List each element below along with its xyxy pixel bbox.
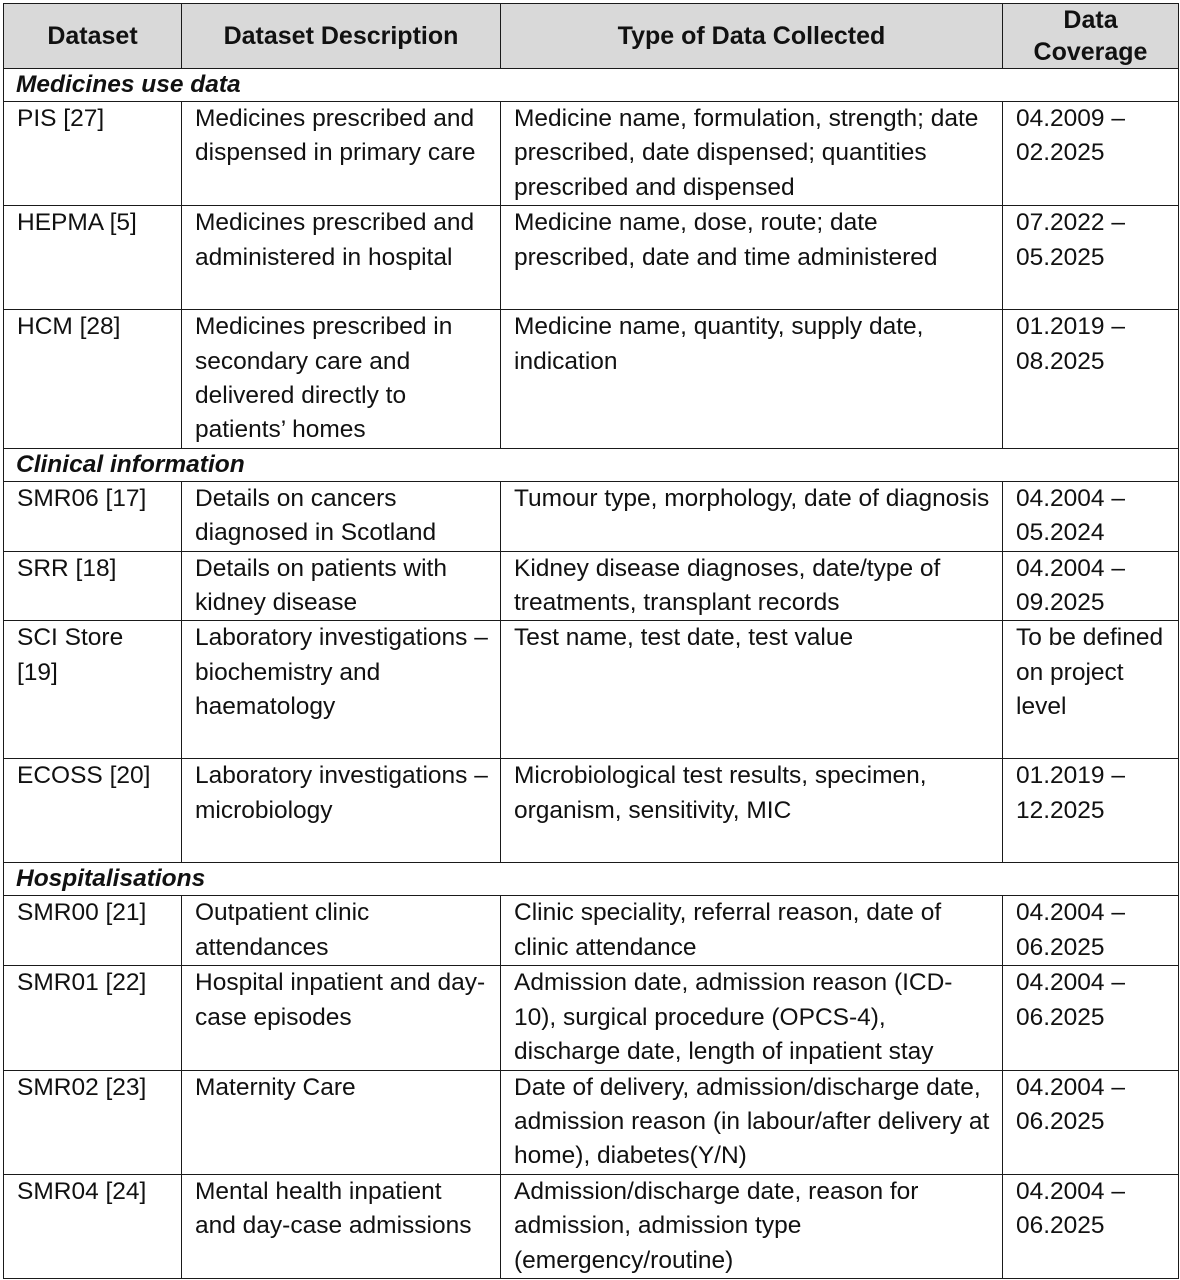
coverage-cell: 04.2004 – 06.2025 [1003, 1070, 1179, 1174]
dataset-cell: ECOSS [20] [4, 759, 182, 863]
data-type-cell: Medicine name, dose, route; date prescribed, date and time administered [501, 206, 1003, 310]
data-type-cell: Test name, test date, test value [501, 621, 1003, 759]
header-type-of-data: Type of Data Collected [501, 4, 1003, 69]
description-cell: Laboratory investigations – biochemistry and haematology [182, 621, 501, 759]
dataset-cell: SRR [18] [4, 551, 182, 621]
dataset-cell: SMR06 [17] [4, 481, 182, 551]
coverage-cell: 04.2004 – 06.2025 [1003, 896, 1179, 966]
description-cell: Hospital inpatient and day-case episodes [182, 966, 501, 1070]
coverage-cell: 04.2004 – 09.2025 [1003, 551, 1179, 621]
description-cell: Details on cancers diagnosed in Scotland [182, 481, 501, 551]
dataset-cell: PIS [27] [4, 102, 182, 206]
coverage-cell: 01.2019 – 12.2025 [1003, 759, 1179, 863]
description-cell: Medicines prescribed in secondary care and delivered directly to patients’ homes [182, 310, 501, 449]
table-row [4, 896, 1179, 966]
data-type-cell: Date of delivery, admission/discharge date, admission reason (in labour/after delivery at home), diabetes(Y/N) [501, 1070, 1003, 1174]
data-type-cell: Medicine name, quantity, supply date, indication [501, 310, 1003, 449]
description-cell: Medicines prescribed and administered in hospital [182, 206, 501, 310]
data-type-cell: Admission/discharge date, reason for admission, admission type (emergency/routine) [501, 1174, 1003, 1278]
table-row [4, 1174, 1179, 1278]
section-row [4, 863, 1179, 896]
data-type-cell: Medicine name, formulation, strength; date prescribed, date dispensed; quantities prescribed and dispensed [501, 102, 1003, 206]
description-cell: Details on patients with kidney disease [182, 551, 501, 621]
header-row [4, 4, 1179, 69]
table-row [4, 206, 1179, 310]
coverage-cell: 04.2004 – 06.2025 [1003, 966, 1179, 1070]
data-type-cell: Clinic speciality, referral reason, date of clinic attendance [501, 896, 1003, 966]
table-row [4, 102, 1179, 206]
coverage-cell: 04.2004 – 05.2024 [1003, 481, 1179, 551]
description-cell: Medicines prescribed and dispensed in primary care [182, 102, 501, 206]
description-cell: Maternity Care [182, 1070, 501, 1174]
header-data-coverage: Data Coverage [1003, 4, 1179, 69]
coverage-cell: To be defined on project level [1003, 621, 1179, 759]
section-title: Clinical information [4, 448, 1179, 481]
header-dataset-description: Dataset Description [182, 4, 501, 69]
section-title: Hospitalisations [4, 863, 1179, 896]
section-row [4, 69, 1179, 102]
table-row [4, 966, 1179, 1070]
data-type-cell: Tumour type, morphology, date of diagnosis [501, 481, 1003, 551]
table-row [4, 310, 1179, 449]
dataset-cell: SMR04 [24] [4, 1174, 182, 1278]
dataset-cell: SMR00 [21] [4, 896, 182, 966]
coverage-cell: 04.2009 – 02.2025 [1003, 102, 1179, 206]
header-dataset: Dataset [4, 4, 182, 69]
description-cell: Mental health inpatient and day-case admissions [182, 1174, 501, 1278]
data-type-cell: Admission date, admission reason (ICD-10), surgical procedure (OPCS-4), discharge date, length of inpatient stay [501, 966, 1003, 1070]
data-type-cell: Microbiological test results, specimen, organism, sensitivity, MIC [501, 759, 1003, 863]
description-cell: Laboratory investigations – microbiology [182, 759, 501, 863]
dataset-cell: HCM [28] [4, 310, 182, 449]
section-title: Medicines use data [4, 69, 1179, 102]
dataset-cell: HEPMA [5] [4, 206, 182, 310]
dataset-cell: SMR01 [22] [4, 966, 182, 1070]
coverage-cell: 01.2019 – 08.2025 [1003, 310, 1179, 449]
table-row [4, 481, 1179, 551]
table-row [4, 551, 1179, 621]
coverage-cell: 07.2022 – 05.2025 [1003, 206, 1179, 310]
table-row [4, 759, 1179, 863]
description-cell: Outpatient clinic attendances [182, 896, 501, 966]
data-type-cell: Kidney disease diagnoses, date/type of treatments, transplant records [501, 551, 1003, 621]
dataset-cell: SMR02 [23] [4, 1070, 182, 1174]
coverage-cell: 04.2004 – 06.2025 [1003, 1174, 1179, 1278]
table-row [4, 621, 1179, 759]
datasets-table [3, 3, 1179, 1279]
table-row [4, 1070, 1179, 1174]
section-row [4, 448, 1179, 481]
dataset-cell: SCI Store [19] [4, 621, 182, 759]
